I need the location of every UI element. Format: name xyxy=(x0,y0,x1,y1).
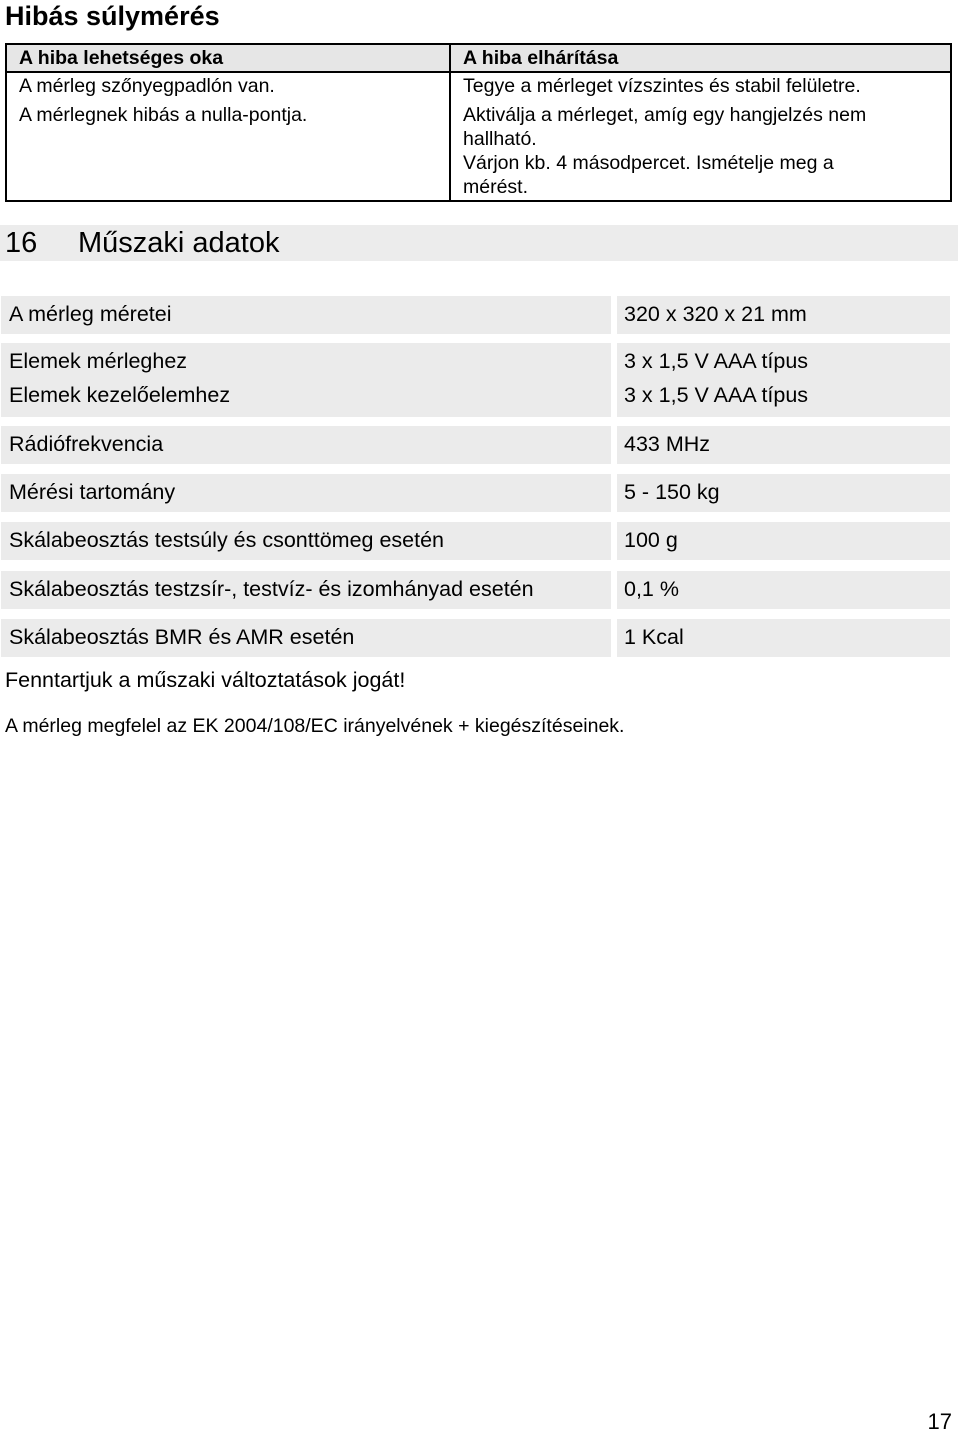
spec-value: 100 g xyxy=(617,522,950,560)
cause-cell: A mérlegnek hibás a nulla-pontja. xyxy=(6,103,450,201)
remedy-line: Aktiválja a mérleget, amíg egy hangjelzés nem xyxy=(463,104,867,126)
troubleshooting-table xyxy=(5,43,952,202)
table-row xyxy=(6,103,951,201)
section-title: Műszaki adatok xyxy=(78,227,280,259)
spec-value: 0,1 % xyxy=(617,571,950,609)
spec-value: 433 MHz xyxy=(617,426,950,464)
table-header-row xyxy=(6,44,951,72)
header-cause: A hiba lehetséges oka xyxy=(6,44,450,72)
spec-value: 3 x 1,5 V AAA típus 3 x 1,5 V AAA típus xyxy=(617,343,950,417)
conformity-note: A mérleg megfelel az EK 2004/108/EC irányelvének + kiegészítéseinek. xyxy=(5,715,625,737)
remedy-cell xyxy=(450,72,951,103)
rights-note: Fenntartjuk a műszaki változtatások jogát! xyxy=(5,668,406,692)
spec-label: Skálabeosztás testzsír-, testvíz- és izomhányad esetén xyxy=(1,571,611,609)
spec-value: 1 Kcal xyxy=(617,619,950,657)
header-remedy: A hiba elhárítása xyxy=(450,44,951,72)
spec-label: Rádiófrekvencia xyxy=(1,426,611,464)
spec-label: Elemek mérleghez Elemek kezelőelemhez xyxy=(1,343,611,417)
section-heading xyxy=(0,225,958,261)
cause-cell: A mérleg szőnyegpadlón van. xyxy=(6,72,450,103)
remedy-line: hallható. xyxy=(463,128,537,150)
spec-label: Mérési tartomány xyxy=(1,474,611,512)
remedy-line: Tegye a mérleget vízszintes és stabil felületre. xyxy=(463,75,861,97)
spec-label: A mérleg méretei xyxy=(1,296,611,334)
table-row xyxy=(6,72,951,103)
troubleshooting-title: Hibás súlymérés xyxy=(5,1,220,31)
remedy-line: Várjon kb. 4 másodpercet. Ismételje meg a xyxy=(463,152,834,174)
spec-label: Skálabeosztás BMR és AMR esetén xyxy=(1,619,611,657)
spec-value: 5 - 150 kg xyxy=(617,474,950,512)
spec-label: Skálabeosztás testsúly és csonttömeg esetén xyxy=(1,522,611,560)
section-number: 16 xyxy=(5,227,38,259)
page-number: 17 xyxy=(927,1409,952,1434)
spec-value: 320 x 320 x 21 mm xyxy=(617,296,950,334)
remedy-line: mérést. xyxy=(463,176,529,198)
remedy-cell xyxy=(450,103,951,201)
